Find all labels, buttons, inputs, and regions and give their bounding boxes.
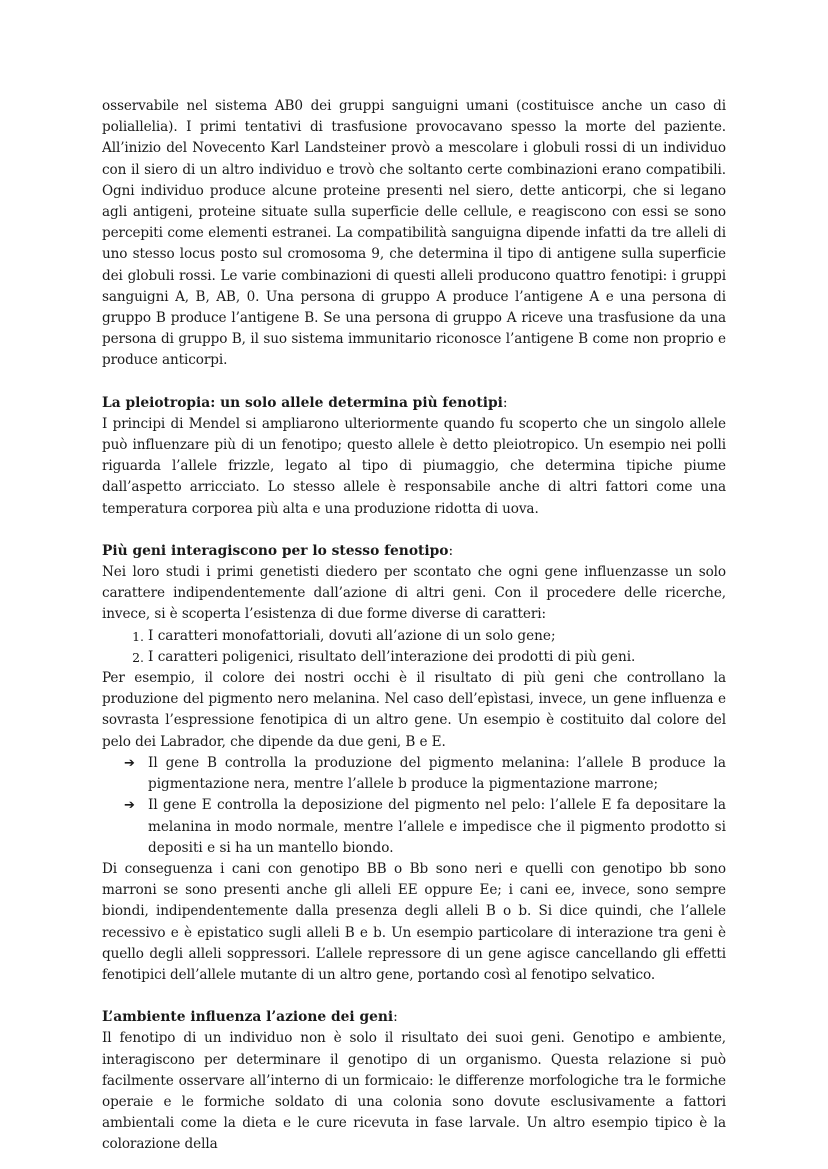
spacer <box>102 372 726 393</box>
arrow-right-icon: ➔ <box>124 798 135 814</box>
heading-text: L’ambiente influenza l’azione dei geni <box>102 1009 394 1026</box>
list-item-text: Il gene E controlla la deposizione del pigmento nel pelo: l’allele E fa depositare la melanina in modo normale, mentre l’allele e impedisce che il pigmento prodotto si depositi e si ha un mantello biondo. <box>148 797 726 856</box>
section-heading-pleiotropia <box>102 393 726 414</box>
heading-colon: : <box>502 394 508 411</box>
geni-paragraph-3: Di conseguenza i cani con genotipo BB o Bb sono neri e quelli con genotipo bb sono marroni se sono presenti anche gli alleli EE oppure Ee; i cani ee, invece, sono sempre biondi, indipendentemente dalla presenza degli alleli B o b. Si dice quindi, che l’allele recessivo e è epistatico sugli alleli B e b. Un esempio particolare di interazione tra geni è quello degli alleli soppressori. L’allele repressore di un gene agisce cancellando gli effetti fenotipici dell’allele mutante di un altro gene, portando così al fenotipo selvatico. <box>102 860 726 983</box>
geni-paragraph-1: Nei loro studi i primi genetisti diedero per scontato che ogni gene influenzasse un solo carattere indipendentemente dall’azione di altri geni. Con il procedere delle ricerche, invece, si è scoperta l’esistenza di due forme diverse di caratteri: <box>102 564 726 623</box>
list-item <box>132 647 726 668</box>
heading-colon: : <box>393 1009 398 1026</box>
heading-text: Più geni interagiscono per lo stesso fenotipo <box>102 542 449 559</box>
heading-colon: : <box>448 542 454 559</box>
heading-text: La pleiotropia: un solo allele determina più fenotipi <box>102 394 503 411</box>
intro-paragraph: osservabile nel sistema AB0 dei gruppi sanguigni umani (costituisce anche un caso di poliallelia). I primi tentativi di trasfusione provocavano spesso la morte del paziente. All’inizio del Novecento Karl Landsteiner provò a mescolare i globuli rossi di un individuo con il siero di un altro individuo e trovò che soltanto certe combinazioni erano compatibili. Ogni individuo produce alcune proteine presenti nel siero, dette anticorpi, che si legano agli antigeni, proteine situate sulla superficie delle cellule, e reagiscono con essi se sono percepiti come elementi estranei. La compatibilità sanguigna dipende infatti da tre alleli di uno stesso locus posto sul cromosoma 9, che determina il tipo di antigene sulla superficie dei globuli rossi. Le varie combinazioni di questi alleli producono quattro fenotipi: i gruppi sanguigni A, B, AB, 0. Una persona di gruppo A produce l’antigene A e una persona di gruppo B produce l’antigene B. Se una persona di gruppo A riceve una trasfusione da una persona di gruppo B, il suo sistema immunitario riconosce l’antigene B come non proprio e produce anticorpi. <box>102 98 726 369</box>
pleiotropia-paragraph: I principi di Mendel si ampliarono ulteriormente quando fu scoperto che un singolo allele può influenzare più di un fenotipo; questo allele è detto pleiotropico. Un esempio nei polli riguarda l’allele frizzle, legato al tipo di piumaggio, che determina tipiche piume dall’aspetto arricciato. Lo stesso allele è responsabile anche di altri fattori come una temperatura corporea più alta e una produzione ridotta di uova. <box>102 415 726 517</box>
arrow-list <box>102 753 726 859</box>
arrow-right-icon: ➔ <box>124 755 135 771</box>
list-item <box>124 753 726 795</box>
list-item-text: I caratteri monofattoriali, dovuti all’azione di un solo gene; <box>148 627 556 644</box>
spacer <box>102 520 726 541</box>
ambiente-paragraph: Il fenotipo di un individuo non è solo il risultato dei suoi geni. Genotipo e ambiente, interagiscono per determinare il genotipo di un organismo. Questa relazione si può facilmente osservare all’interno di un formicaio: le differenze morfologiche tra le formiche operaie e le formiche soldato di una colonia sono dovute esclusivamente a fattori ambientali come la dieta e le cure ricevuta in fase larvale. Un altro esempio tipico è la colorazione della <box>102 1030 726 1153</box>
list-item-text: I caratteri poligenici, risultato dell’interazione dei prodotti di più geni. <box>148 648 636 665</box>
geni-paragraph-2: Per esempio, il colore dei nostri occhi è il risultato di più geni che controllano la produzione del pigmento nero melanina. Nel caso dell’epìstasi, invece, un gene influenza e sovrasta l’espressione fenotipica di un altro gene. Un esempio è costituito dal colore del pelo dei Labrador, che dipende da due geni, B e E. <box>102 670 726 750</box>
section-heading-ambiente <box>102 1007 726 1028</box>
list-item <box>132 626 726 647</box>
list-number: 2. <box>132 649 144 665</box>
list-item <box>124 795 726 859</box>
section-heading-geni <box>102 541 726 562</box>
spacer <box>102 986 726 1007</box>
list-number: 1. <box>132 628 144 644</box>
numbered-list <box>102 626 726 668</box>
list-item-text: Il gene B controlla la produzione del pigmento melanina: l’allele B produce la pigmentazione nera, mentre l’allele b produce la pigmentazione marrone; <box>148 754 726 793</box>
